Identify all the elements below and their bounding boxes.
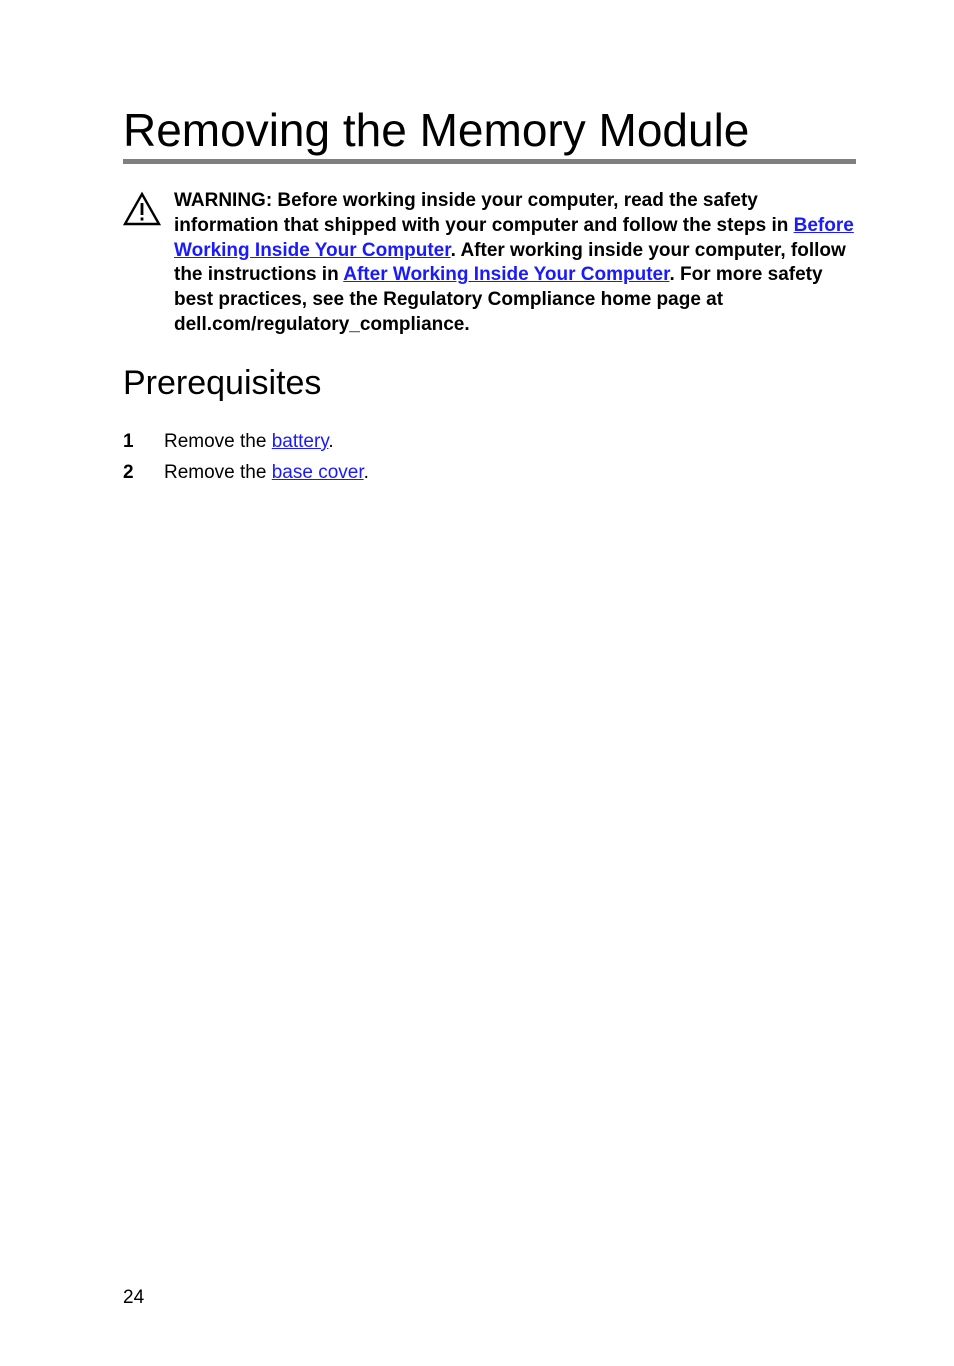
prerequisites-list [123,429,823,491]
warning-triangle-icon [122,191,162,227]
prerequisites-heading: Prerequisites [123,364,322,402]
step-number: 2 [123,462,134,483]
step-text [164,460,369,486]
step-prefix: Remove the [164,431,272,452]
base-cover-link[interactable]: base cover [271,462,364,483]
step-prefix: Remove the [164,462,272,483]
before-working-link[interactable]: Before Working Inside Your Computer [174,214,854,261]
after-working-link[interactable]: After Working Inside Your Computer [343,264,670,286]
warning-text-part-3: . For more safety best practices, see the Regulatory Compliance home page at dell.com/regulatory_compliance. [174,264,823,335]
title-underline-rule [123,159,856,164]
battery-link[interactable]: battery [271,431,329,452]
warning-text-part-2: . After working inside your computer, follow the instructions in [174,239,846,286]
step-suffix: . [363,462,369,483]
warning-text-part-1: WARNING: Before working inside your computer, read the safety information that shipped with your computer and follow the steps in [174,190,794,236]
step-text [164,429,334,455]
step-suffix: . [328,431,334,452]
page-title: Removing the Memory Module [123,104,750,156]
list-item [123,429,823,460]
page-number: 24 [123,1287,145,1308]
list-item [123,460,823,491]
step-number: 1 [123,431,134,452]
warning-message [174,189,854,338]
